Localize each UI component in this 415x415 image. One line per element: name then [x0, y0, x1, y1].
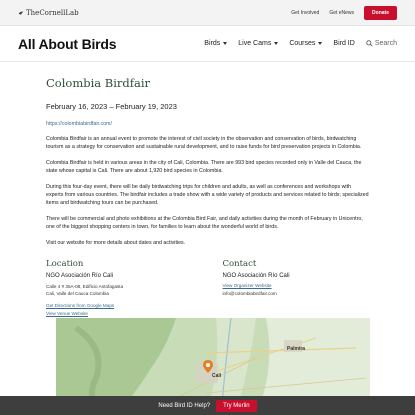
- contact-block: [223, 259, 370, 316]
- top-links: [291, 6, 397, 20]
- top-utility-bar: [0, 0, 415, 26]
- address: [46, 283, 193, 297]
- search-label: Search: [374, 40, 397, 47]
- address-line: Cali, Valle del Cauca Colombia: [46, 291, 109, 296]
- location-name: NGO Asociación Río Cali: [46, 273, 114, 279]
- nav-item-bird-id[interactable]: [333, 40, 354, 47]
- bird-id-help-bar: [0, 396, 415, 415]
- map-pin-icon[interactable]: [203, 360, 213, 373]
- chevron-down-icon: [318, 42, 322, 45]
- nav-label: Birds: [204, 40, 221, 47]
- donate-button[interactable]: Donate: [364, 6, 397, 20]
- cornell-lab-logo[interactable]: [18, 9, 79, 17]
- contact-heading: Contact: [222, 259, 257, 269]
- nav-item-courses[interactable]: [289, 40, 322, 47]
- event-website-link[interactable]: https://colombiabirdfair.com/: [46, 121, 112, 127]
- nav-label: Live Cams: [238, 40, 272, 47]
- venue-website-link[interactable]: View Venue Website: [46, 311, 88, 316]
- location-contact-section: [46, 259, 369, 316]
- event-paragraph: Colombia Birdfair is an annual event to promote the interest of civil society in the observation and conservation of birds, birdwatching tourism as a strategy for conservation and sustainable rural development, and to raise funds for bird preservation projects in Colombia.: [46, 136, 362, 150]
- location-block: [46, 259, 193, 316]
- nav-menu: [204, 40, 397, 47]
- address-line: Calle 4 # 35A-08, Edificio Antofagasta: [46, 284, 124, 289]
- organizer-website-link[interactable]: View Organizer Website: [222, 283, 272, 288]
- event-dates: February 16, 2023 – February 19, 2023: [46, 102, 177, 111]
- event-content: [0, 76, 415, 316]
- location-heading: Location: [46, 259, 84, 269]
- nav-item-live-cams[interactable]: [238, 40, 278, 47]
- search-icon: [366, 40, 373, 47]
- chevron-down-icon: [223, 42, 227, 45]
- map-label-palmira: Palmira: [287, 346, 306, 352]
- map-label-cali: Cali: [212, 373, 222, 379]
- get-enews-link[interactable]: Get eNews: [329, 9, 355, 16]
- nav-item-birds[interactable]: [204, 40, 227, 47]
- event-paragraph: During this four-day event, there will be daily birdwatching trips for children and adults, as well as conferences and workshops with experts from various countries. The birdfair includes a trade show with a wide variety of products and services related to birds; specialized items and birdwatching tours can be purchased.: [46, 184, 369, 206]
- main-navbar: [0, 26, 415, 62]
- nav-label: Courses: [289, 40, 316, 47]
- event-paragraph: There will be commercial and photo exhibitions at the Colombia Bird Fair, and daily activities during the month of February in Unicentro, one of the biggest shopping centers in town, for families to learn about the wonderful world of birds.: [46, 216, 363, 230]
- event-paragraph: Visit our website for more details about dates and activities.: [46, 240, 186, 246]
- try-merlin-button[interactable]: Try Merlin: [216, 400, 256, 412]
- search-button[interactable]: [366, 40, 397, 47]
- bird-logo-icon: [18, 10, 24, 16]
- help-text: Need Bird ID Help?: [158, 402, 211, 409]
- get-involved-link[interactable]: Get Involved: [291, 9, 320, 16]
- chevron-down-icon: [274, 42, 278, 45]
- logo-text: TheCornellLab: [26, 8, 79, 17]
- nav-label: Bird ID: [333, 40, 355, 47]
- site-brand[interactable]: All About Birds: [18, 35, 117, 52]
- event-paragraph: Colombia Birdfair is held in various areas in the city of Cali, Colombia. There are 993 bird species recorded only in Valle del Cauca, the state whose capital is Cali. There are about 1,920 bird species in Colombia.: [46, 160, 362, 174]
- contact-email: info@colombiabirdfair.com: [222, 291, 277, 296]
- page-title: Colombia Birdfair: [46, 76, 151, 90]
- contact-name: NGO Asociación Río Cali: [222, 273, 290, 279]
- directions-link[interactable]: Get Directions from Google Maps: [46, 303, 115, 308]
